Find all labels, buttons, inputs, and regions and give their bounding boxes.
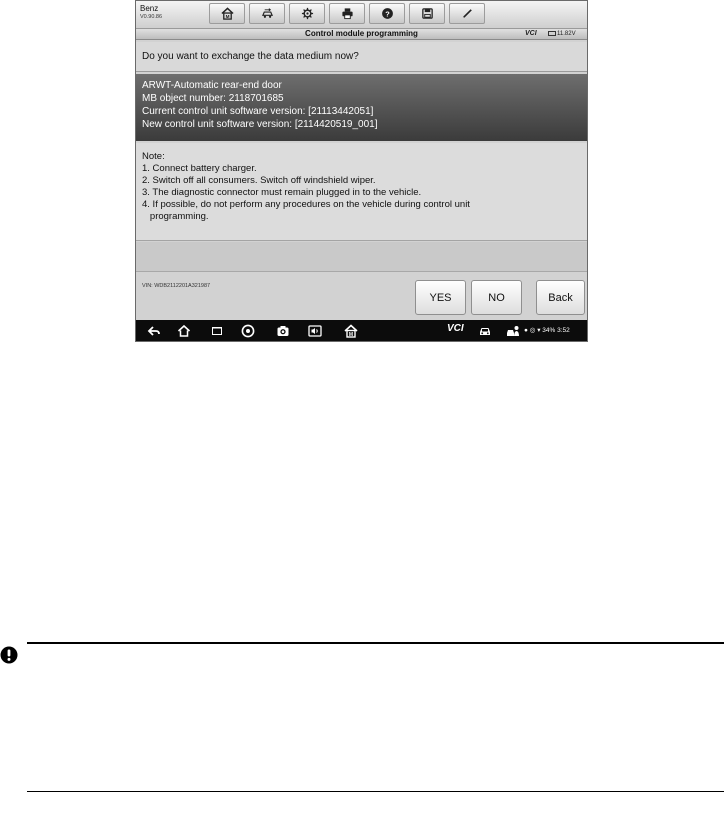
- volume-icon: [308, 324, 322, 338]
- system-status: [524, 326, 570, 334]
- edit-button[interactable]: [449, 3, 485, 24]
- note-item: 4. If possible, do not perform any procedures on the vehicle during control unit: [142, 199, 470, 210]
- brand: [140, 4, 162, 21]
- module-name: ARWT-Automatic rear-end door: [142, 80, 282, 91]
- battery-icon: [548, 31, 556, 36]
- chrome-icon: [241, 324, 255, 338]
- svg-text:?: ?: [384, 9, 390, 19]
- note-item-continued: programming.: [142, 211, 209, 222]
- toolbar: [209, 3, 489, 26]
- back-arrow-icon: [147, 324, 161, 338]
- print-button[interactable]: [329, 3, 365, 24]
- recent-apps-icon: [210, 324, 224, 338]
- vehicle-swap-icon: [261, 7, 274, 20]
- camera-button[interactable]: [275, 323, 290, 338]
- nav-recent-apps-button[interactable]: [209, 323, 224, 338]
- status-icons: ● ◎ ▾: [524, 327, 543, 334]
- nav-back-button[interactable]: [146, 323, 161, 338]
- settings-icon: [301, 7, 314, 20]
- top-bar: [136, 1, 587, 29]
- important-icon: [0, 646, 18, 664]
- module-info-panel: [136, 74, 587, 141]
- home-button[interactable]: [209, 3, 245, 24]
- question-panel: [136, 42, 587, 72]
- android-nav-bar: [136, 320, 587, 341]
- battery-time: 34% 3:52: [542, 327, 570, 334]
- battery-voltage: [548, 29, 576, 39]
- volume-button[interactable]: [307, 323, 322, 338]
- note-heading: Note:: [142, 151, 165, 162]
- edit-icon: [461, 7, 474, 20]
- vehicle-button[interactable]: [477, 323, 492, 338]
- note-panel: [136, 143, 587, 241]
- save-icon: [421, 7, 434, 20]
- svg-text:M: M: [225, 14, 229, 20]
- home-icon: [221, 7, 234, 20]
- question-text: Do you want to exchange the data medium now?: [142, 51, 359, 62]
- nav-home-button[interactable]: [176, 323, 191, 338]
- app-version: V0.90.86: [140, 14, 163, 20]
- vci-manager-button[interactable]: VCI: [447, 323, 464, 334]
- note-item: 2. Switch off all consumers. Switch off windshield wiper.: [142, 175, 376, 186]
- vin-label: VIN: WDB2112201A321987: [142, 283, 211, 289]
- no-button[interactable]: NO: [471, 280, 522, 315]
- help-icon: [381, 7, 394, 20]
- note-item: 1. Connect battery charger.: [142, 163, 257, 174]
- remote-support-button[interactable]: [505, 323, 520, 338]
- divider-bottom: [27, 791, 724, 792]
- camera-icon: [276, 324, 290, 338]
- divider-top: [27, 642, 724, 644]
- print-icon: [341, 7, 354, 20]
- vci-indicator: VCI: [525, 30, 537, 37]
- maxidas-home-button[interactable]: [343, 323, 358, 338]
- maxidas-home-icon: [344, 324, 358, 338]
- screen-title: Control module programming: [305, 29, 418, 38]
- brand-name: Benz: [140, 4, 159, 13]
- help-button[interactable]: [369, 3, 405, 24]
- car-icon: [478, 324, 492, 338]
- device-screen: [135, 0, 588, 342]
- back-button[interactable]: Back: [536, 280, 585, 315]
- battery-voltage-value: 11.82V: [557, 31, 576, 37]
- svg-text:M: M: [348, 331, 353, 338]
- mb-object-number: MB object number: 2118701685: [142, 93, 284, 104]
- chrome-button[interactable]: [240, 323, 255, 338]
- android-home-icon: [177, 324, 191, 338]
- note-item: 3. The diagnostic connector must remain plugged in to the vehicle.: [142, 187, 422, 198]
- save-button[interactable]: [409, 3, 445, 24]
- yes-button[interactable]: YES: [415, 280, 466, 315]
- vehicle-swap-button[interactable]: [249, 3, 285, 24]
- settings-button[interactable]: [289, 3, 325, 24]
- new-software-version: New control unit software version: [2114420519_001]: [142, 119, 378, 130]
- current-software-version: Current control unit software version: [21113442051]: [142, 106, 374, 117]
- empty-panel: [136, 242, 587, 272]
- title-bar: [136, 29, 587, 40]
- remote-support-icon: [506, 324, 520, 338]
